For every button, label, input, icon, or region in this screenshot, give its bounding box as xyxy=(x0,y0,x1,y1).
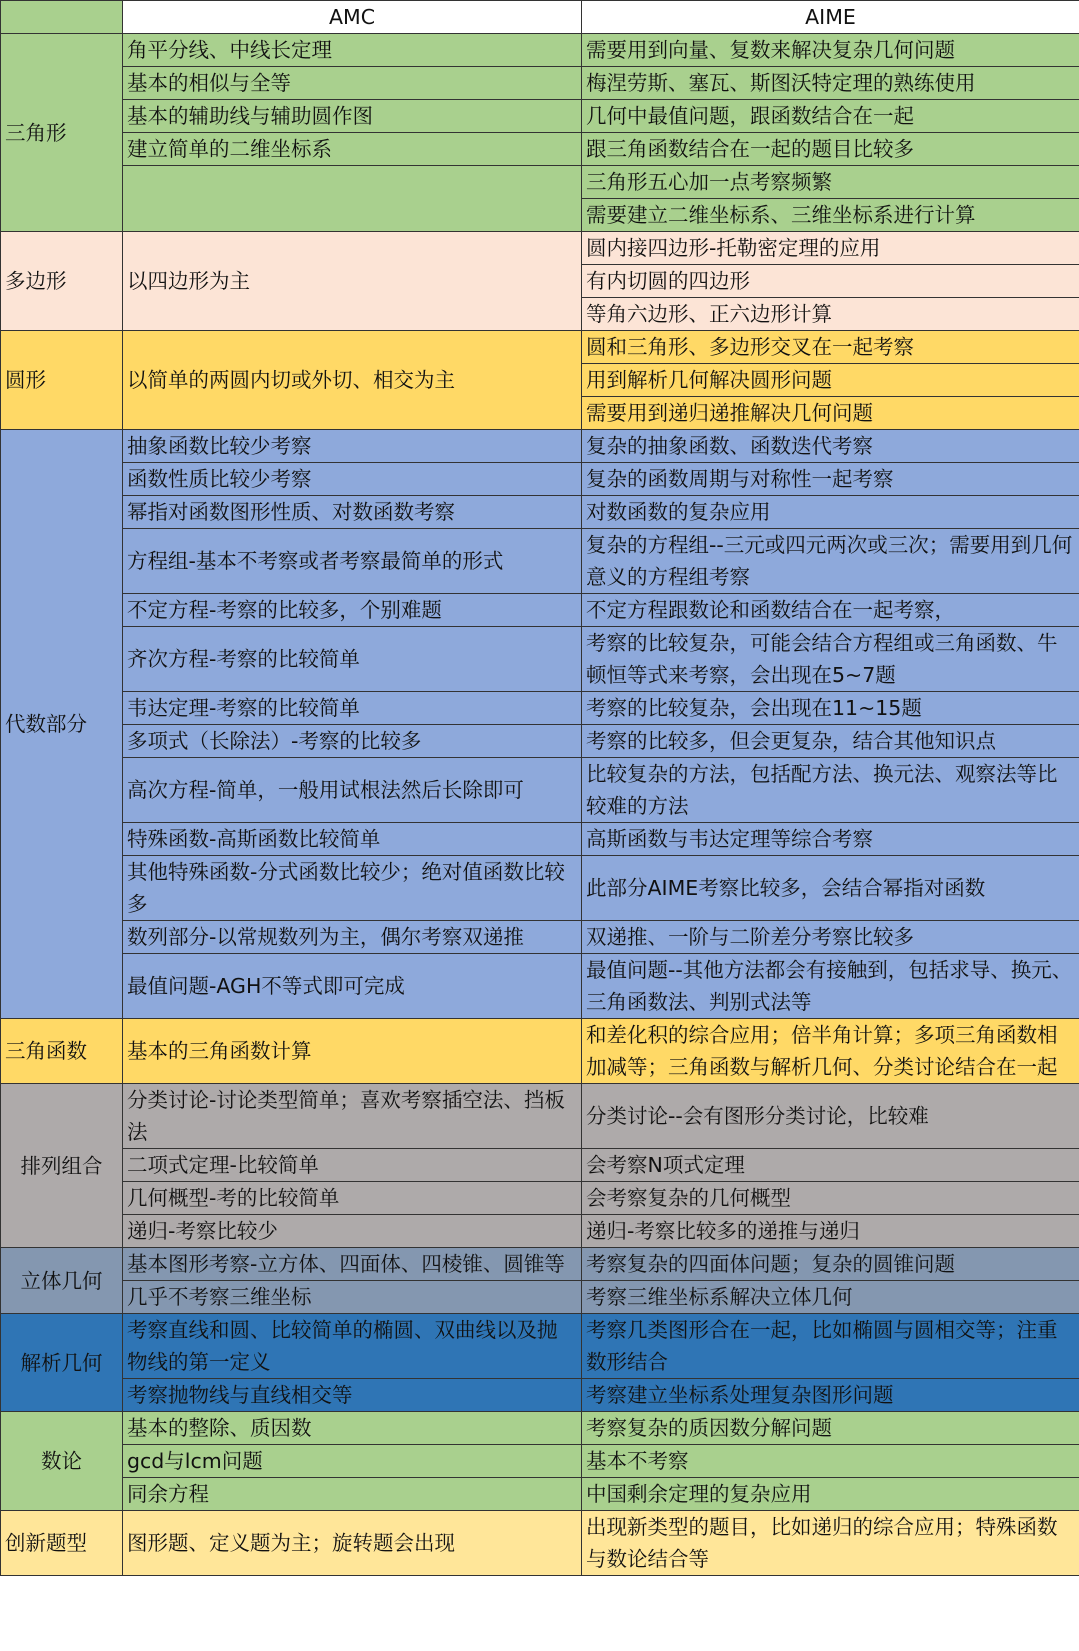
table-row xyxy=(1,430,1079,463)
aime-cell: 考察建立坐标系处理复杂图形问题 xyxy=(582,1379,1079,1412)
aime-cell: 出现新类型的题目，比如递归的综合应用；特殊函数与数论结合等 xyxy=(582,1511,1079,1576)
table-row xyxy=(1,1182,1079,1215)
aime-cell: 有内切圆的四边形 xyxy=(582,265,1079,298)
table-row xyxy=(1,1412,1079,1445)
amc-cell: 几何概型-考的比较简单 xyxy=(123,1182,582,1215)
amc-cell: 基本的相似与全等 xyxy=(123,67,582,100)
amc-cell: 高次方程-简单，一般用试根法然后长除即可 xyxy=(123,758,582,823)
aime-cell: 双递推、一阶与二阶差分考察比较多 xyxy=(582,921,1079,954)
aime-cell: 高斯函数与韦达定理等综合考察 xyxy=(582,823,1079,856)
amc-cell: 特殊函数-高斯函数比较简单 xyxy=(123,823,582,856)
aime-cell: 会考察复杂的几何概型 xyxy=(582,1182,1079,1215)
aime-cell: 考察三维坐标系解决立体几何 xyxy=(582,1281,1079,1314)
aime-cell: 递归-考察比较多的递推与递归 xyxy=(582,1215,1079,1248)
aime-cell: 三角形五心加一点考察频繁 xyxy=(582,166,1079,199)
amc-cell: 几乎不考察三维坐标 xyxy=(123,1281,582,1314)
table-row xyxy=(1,1379,1079,1412)
topic-circle: 圆形 xyxy=(1,331,123,430)
table-row xyxy=(1,1478,1079,1511)
amc-cell: 最值问题-AGH不等式即可完成 xyxy=(123,954,582,1019)
aime-cell: 圆和三角形、多边形交叉在一起考察 xyxy=(582,331,1079,364)
amc-cell: 函数性质比较少考察 xyxy=(123,463,582,496)
amc-cell: 抽象函数比较少考察 xyxy=(123,430,582,463)
table-row xyxy=(1,856,1079,921)
amc-cell: 不定方程-考察的比较多，个别难题 xyxy=(123,594,582,627)
amc-cell: 以四边形为主 xyxy=(123,232,582,331)
table-row xyxy=(1,100,1079,133)
table-row xyxy=(1,1084,1079,1149)
aime-cell: 几何中最值问题，跟函数结合在一起 xyxy=(582,100,1079,133)
table-row xyxy=(1,758,1079,823)
table-row xyxy=(1,166,1079,199)
aime-cell: 比较复杂的方法，包括配方法、换元法、观察法等比较难的方法 xyxy=(582,758,1079,823)
aime-cell: 圆内接四边形-托勒密定理的应用 xyxy=(582,232,1079,265)
table-row xyxy=(1,529,1079,594)
table-row xyxy=(1,823,1079,856)
table-row xyxy=(1,1314,1079,1379)
table-row xyxy=(1,67,1079,100)
table-row xyxy=(1,1281,1079,1314)
table-row xyxy=(1,1215,1079,1248)
header-row xyxy=(1,1,1079,34)
topic-solid: 立体几何 xyxy=(1,1248,123,1314)
table-row xyxy=(1,954,1079,1019)
amc-cell: 方程组-基本不考察或者考察最简单的形式 xyxy=(123,529,582,594)
amc-cell: 分类讨论-讨论类型简单；喜欢考察插空法、挡板法 xyxy=(123,1084,582,1149)
aime-cell: 会考察N项式定理 xyxy=(582,1149,1079,1182)
table-row xyxy=(1,725,1079,758)
aime-cell: 考察复杂的质因数分解问题 xyxy=(582,1412,1079,1445)
topic-algebra: 代数部分 xyxy=(1,430,123,1019)
table-row xyxy=(1,1149,1079,1182)
amc-cell: 基本的辅助线与辅助圆作图 xyxy=(123,100,582,133)
aime-cell: 分类讨论--会有图形分类讨论，比较难 xyxy=(582,1084,1079,1149)
table-row xyxy=(1,627,1079,692)
table-row xyxy=(1,692,1079,725)
amc-cell: 考察直线和圆、比较简单的椭圆、双曲线以及抛物线的第一定义 xyxy=(123,1314,582,1379)
aime-cell: 中国剩余定理的复杂应用 xyxy=(582,1478,1079,1511)
aime-cell: 复杂的抽象函数、函数迭代考察 xyxy=(582,430,1079,463)
amc-cell: 幂指对函数图形性质、对数函数考察 xyxy=(123,496,582,529)
aime-cell: 考察的比较多，但会更复杂，结合其他知识点 xyxy=(582,725,1079,758)
header-aime: AIME xyxy=(582,1,1079,34)
table-row xyxy=(1,463,1079,496)
amc-cell: 韦达定理-考察的比较简单 xyxy=(123,692,582,725)
topic-analytic: 解析几何 xyxy=(1,1314,123,1412)
aime-cell: 复杂的方程组--三元或四元两次或三次；需要用到几何意义的方程组考察 xyxy=(582,529,1079,594)
amc-cell: 二项式定理-比较简单 xyxy=(123,1149,582,1182)
amc-cell: 其他特殊函数-分式函数比较少；绝对值函数比较多 xyxy=(123,856,582,921)
amc-cell: 递归-考察比较少 xyxy=(123,1215,582,1248)
topic-innovation: 创新题型 xyxy=(1,1511,123,1576)
aime-cell: 需要用到向量、复数来解决复杂几何问题 xyxy=(582,34,1079,67)
topic-polygon: 多边形 xyxy=(1,232,123,331)
header-topic xyxy=(1,1,123,34)
topic-number-theory: 数论 xyxy=(1,1412,123,1511)
amc-cell: 同余方程 xyxy=(123,1478,582,1511)
table-row xyxy=(1,232,1079,265)
aime-cell: 跟三角函数结合在一起的题目比较多 xyxy=(582,133,1079,166)
aime-cell: 用到解析几何解决圆形问题 xyxy=(582,364,1079,397)
aime-cell: 复杂的函数周期与对称性一起考察 xyxy=(582,463,1079,496)
table-row xyxy=(1,1019,1079,1084)
amc-cell: 基本的整除、质因数 xyxy=(123,1412,582,1445)
amc-cell: 齐次方程-考察的比较简单 xyxy=(123,627,582,692)
table-row xyxy=(1,1511,1079,1576)
aime-cell: 需要建立二维坐标系、三维坐标系进行计算 xyxy=(582,199,1079,232)
amc-cell-empty xyxy=(123,166,582,232)
aime-cell: 基本不考察 xyxy=(582,1445,1079,1478)
aime-cell: 考察几类图形合在一起，比如椭圆与圆相交等；注重数形结合 xyxy=(582,1314,1079,1379)
table-row xyxy=(1,331,1079,364)
amc-cell: 以简单的两圆内切或外切、相交为主 xyxy=(123,331,582,430)
aime-cell: 考察复杂的四面体问题；复杂的圆锥问题 xyxy=(582,1248,1079,1281)
amc-cell: 图形题、定义题为主；旋转题会出现 xyxy=(123,1511,582,1576)
table-row xyxy=(1,1445,1079,1478)
amc-cell: 数列部分-以常规数列为主，偶尔考察双递推 xyxy=(123,921,582,954)
amc-cell: 建立简单的二维坐标系 xyxy=(123,133,582,166)
aime-cell: 梅涅劳斯、塞瓦、斯图沃特定理的熟练使用 xyxy=(582,67,1079,100)
amc-cell: 基本的三角函数计算 xyxy=(123,1019,582,1084)
topic-triangle: 三角形 xyxy=(1,34,123,232)
aime-cell: 需要用到递归递推解决几何问题 xyxy=(582,397,1079,430)
aime-cell: 等角六边形、正六边形计算 xyxy=(582,298,1079,331)
aime-cell: 考察的比较复杂，可能会结合方程组或三角函数、牛顿恒等式来考察，会出现在5~7题 xyxy=(582,627,1079,692)
topic-combinatorics: 排列组合 xyxy=(1,1084,123,1248)
table-row xyxy=(1,34,1079,67)
table-row xyxy=(1,496,1079,529)
aime-cell: 对数函数的复杂应用 xyxy=(582,496,1079,529)
amc-cell: gcd与lcm问题 xyxy=(123,1445,582,1478)
amc-cell: 角平分线、中线长定理 xyxy=(123,34,582,67)
amc-cell: 多项式（长除法）-考察的比较多 xyxy=(123,725,582,758)
aime-cell: 和差化积的综合应用；倍半角计算；多项三角函数相加减等；三角函数与解析几何、分类讨论结合在一起 xyxy=(582,1019,1079,1084)
aime-cell: 此部分AIME考察比较多，会结合幂指对函数 xyxy=(582,856,1079,921)
amc-cell: 考察抛物线与直线相交等 xyxy=(123,1379,582,1412)
topic-trig: 三角函数 xyxy=(1,1019,123,1084)
amc-cell: 基本图形考察-立方体、四面体、四棱锥、圆锥等 xyxy=(123,1248,582,1281)
aime-cell: 不定方程跟数论和函数结合在一起考察， xyxy=(582,594,1079,627)
aime-cell: 考察的比较复杂，会出现在11~15题 xyxy=(582,692,1079,725)
table-row xyxy=(1,133,1079,166)
table-row xyxy=(1,1248,1079,1281)
header-amc: AMC xyxy=(123,1,582,34)
table-row xyxy=(1,594,1079,627)
aime-cell: 最值问题--其他方法都会有接触到，包括求导、换元、三角函数法、判别式法等 xyxy=(582,954,1079,1019)
table-row xyxy=(1,921,1079,954)
